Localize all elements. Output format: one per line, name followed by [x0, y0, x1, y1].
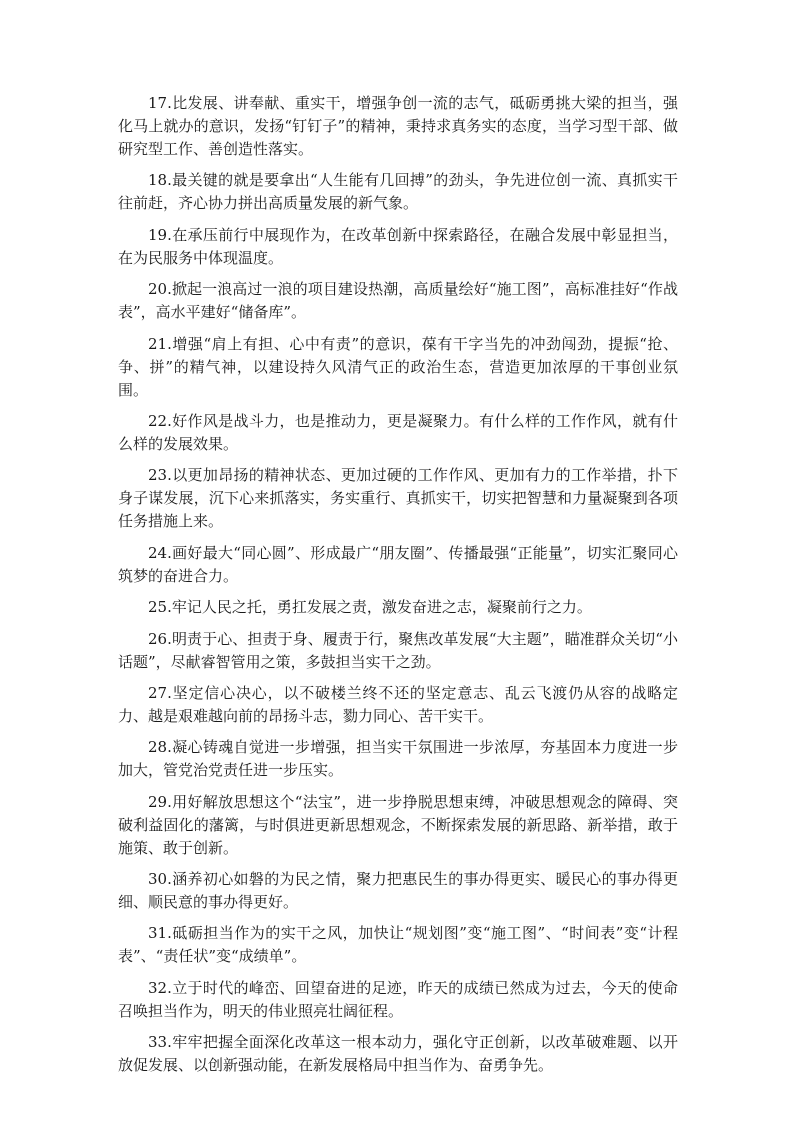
paragraph-19: 19.在承压前行中展现作为，在改革创新中探索路径，在融合发展中彰显担当，在为民服务中体现温度。: [118, 225, 678, 267]
document-body: [118, 92, 678, 1086]
paragraph-27: 27.坚定信心决心，以不破楼兰终不还的坚定意志、乱云飞渡仍从容的战略定力、越是艰难越向前的昂扬斗志，勠力同心、苦干实干。: [118, 683, 678, 725]
paragraph-28: 28.凝心铸魂自觉进一步增强，担当实干氛围进一步浓厚，夯基固本力度进一步加大，管党治党责任进一步压实。: [118, 738, 678, 780]
paragraph-23: 23.以更加昂扬的精神状态、更加过硬的工作作风、更加有力的工作举措，扑下身子谋发展，沉下心来抓落实，务实重行、真抓实干，切实把智慧和力量凝聚到各项任务措施上来。: [118, 466, 678, 531]
paragraph-18: 18.最关键的就是要拿出“人生能有几回搏”的劲头，争先进位创一流、真抓实干往前赶，齐心协力拼出高质量发展的新气象。: [118, 171, 678, 213]
paragraph-31: 31.砥砺担当作为的实干之风，加快让“规划图”变“施工图”、“时间表”变“计程表”、“责任状”变“成绩单”。: [118, 924, 678, 966]
paragraph-25: 25.牢记人民之托，勇扛发展之责，激发奋进之志，凝聚前行之力。: [148, 598, 592, 617]
paragraph-20: 20.掀起一浪高过一浪的项目建设热潮，高质量绘好“施工图”，高标准挂好“作战表”，高水平建好“储备库”。: [118, 280, 678, 322]
paragraph-24: 24.画好最大“同心圆”、形成最广“朋友圈”、传播最强“正能量”，切实汇聚同心筑梦的奋进合力。: [118, 543, 678, 585]
paragraph-29: 29.用好解放思想这个“法宝”，进一步挣脱思想束缚，冲破思想观念的障碍、突破利益固化的藩篱，与时俱进更新思想观念，不断探索发展的新思路、新举措，敢于施策、敢于创新。: [118, 792, 678, 857]
paragraph-32: 32.立于时代的峰峦、回望奋进的足迹，昨天的成绩已然成为过去，今天的使命召唤担当作为，明天的伟业照亮壮阔征程。: [118, 978, 678, 1020]
paragraph-22: 22.好作风是战斗力，也是推动力，更是凝聚力。有什么样的工作作风，就有什么样的发展效果。: [118, 411, 678, 453]
paragraph-26: 26.明责于心、担责于身、履责于行，聚焦改革发展“大主题”，瞄准群众关切“小话题”，尽献睿智管用之策，多鼓担当实干之劲。: [118, 629, 678, 671]
paragraph-33: 33.牢牢把握全面深化改革这一根本动力，强化守正创新，以改革破难题、以开放促发展、以创新强动能，在新发展格局中担当作为、奋勇争先。: [118, 1033, 678, 1075]
paragraph-30: 30.涵养初心如磐的为民之情，聚力把惠民生的事办得更实、暖民心的事办得更细、顺民意的事办得更好。: [118, 870, 678, 912]
paragraph-17: 17.比发展、讲奉献、重实干，增强争创一流的志气，砥砺勇挑大梁的担当，强化马上就办的意识，发扬“钉钉子”的精神，秉持求真务实的态度，当学习型干部、做研究型工作、善创造性落实。: [118, 94, 678, 158]
paragraph-21: 21.增强“肩上有担、心中有责”的意识，葆有干字当先的冲劲闯劲，提振“抢、争、拼”的精气神，以建设持久风清气正的政治生态，营造更加浓厚的干事创业氛围。: [118, 334, 678, 399]
